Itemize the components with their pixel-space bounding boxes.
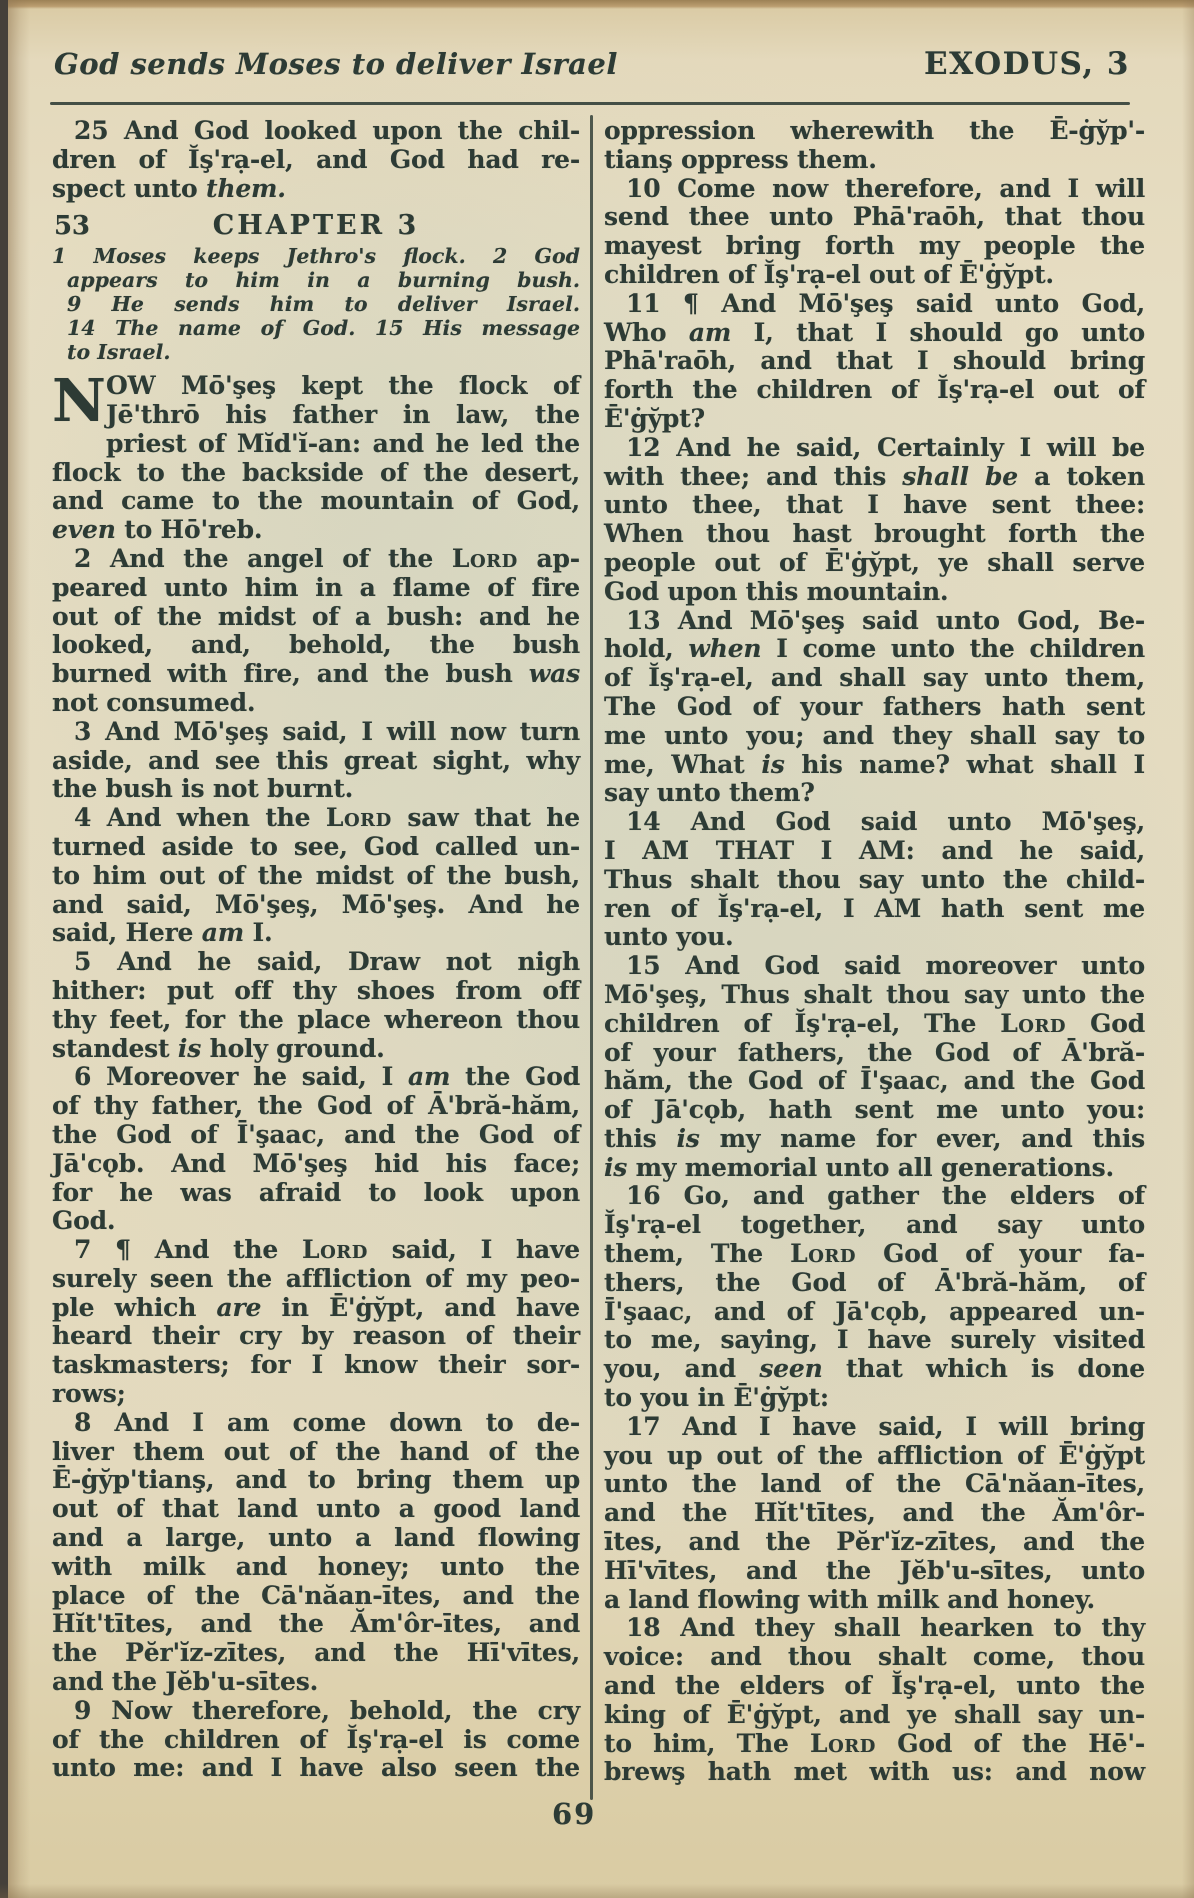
text-line: aside, and see this great sight, why <box>52 745 580 775</box>
verse-12 <box>604 434 1145 607</box>
binding-gutter-shadow <box>8 0 30 1898</box>
verse-25 <box>52 117 580 203</box>
text-line: 2 And the angel of the Lord ap- <box>74 543 580 573</box>
text-line: 9 He sends him to deliver Israel. <box>67 292 580 317</box>
text-line: When thou hast brought forth the <box>604 519 1145 549</box>
chapter-heading <box>52 212 580 241</box>
chapter-title: CHAPTER 3 <box>212 210 420 242</box>
verse-9-continuation <box>604 117 1145 175</box>
page-number: 69 <box>552 1797 597 1831</box>
small-caps-word: Lord <box>810 1728 876 1758</box>
verse-16 <box>604 1182 1145 1412</box>
text-line: for he was afraid to look upon <box>52 1177 580 1207</box>
text-line: 3 And Mō'şeş said, I will now turn <box>74 716 580 746</box>
text-line: 11 ¶ And Mō'şeş said unto God, <box>626 288 1145 318</box>
verse-2 <box>52 545 580 718</box>
text-line: hold, when I come unto the children <box>604 634 1145 664</box>
text-line: with thee; and this shall be a token <box>604 461 1145 491</box>
text-line: unto the land of the Cā'năan-ītes, <box>604 1469 1145 1499</box>
text-line: to him, The Lord God of the Hē'- <box>604 1728 1145 1758</box>
text-line: me unto you; and they shall say to <box>604 720 1145 750</box>
text-line: flock to the backside of the desert, <box>52 457 580 487</box>
page-right-edge <box>1182 0 1194 1898</box>
text-line: God upon this mountain. <box>604 576 949 606</box>
text-line: people out of Ē'ġy̆pt, ye shall serve <box>604 547 1145 577</box>
small-caps-word: Lord <box>451 543 518 573</box>
text-line: 6 Moreover he said, I am the God <box>74 1062 580 1092</box>
text-line: hăm, the God of Ī'şaac, and the God <box>604 1066 1145 1096</box>
text-line: you up out of the affliction of Ē'ġy̆pt <box>604 1440 1145 1470</box>
text-line: I AM THAT I AM: and he said, <box>604 835 1145 865</box>
text-line: ren of Ĭş'rạ-el, I AM hath sent me <box>604 893 1145 923</box>
text-line: Jā'cǫb. And Mō'şeş hid his face; <box>52 1148 580 1178</box>
text-line: turned aside to see, God called un- <box>52 831 580 861</box>
text-line: priest of Mĭd'ĭ-an: and he led the <box>106 428 580 458</box>
text-line: to you in Ē'ġy̆pt: <box>604 1383 829 1413</box>
text-line: say unto them? <box>604 778 815 808</box>
text-line: you, and seen that which is done <box>604 1354 1145 1384</box>
text-line: tianş oppress them. <box>604 144 877 174</box>
column-divider <box>590 115 593 1800</box>
text-line: forth the children of Ĭş'rạ-el out of <box>604 375 1145 405</box>
text-line: looked, and, behold, the bush <box>52 630 580 660</box>
text-line: ple which are in Ē'ġy̆pt, and have <box>52 1292 580 1322</box>
text-line: dren of Ĭş'rạ-el, and God had re- <box>52 144 580 174</box>
text-line: 18 And they shall hearken to thy <box>626 1613 1145 1643</box>
text-line: and the elders of Ĭş'rạ-el, unto the <box>604 1671 1145 1701</box>
header-rule <box>50 102 1130 105</box>
text-line: me, What is his name? what shall I <box>604 749 1145 779</box>
text-line: 7 ¶ And the Lord said, I have <box>74 1235 580 1265</box>
text-line: Thus shalt thou say unto the child- <box>604 864 1145 894</box>
text-line: send thee unto Phā'raōh, that thou <box>604 202 1145 232</box>
text-line: to Israel. <box>67 340 171 365</box>
page-top-edge <box>0 0 1194 9</box>
verse-18 <box>604 1614 1145 1787</box>
text-line: thy feet, for the place whereon thou <box>52 1004 580 1034</box>
verse-14 <box>604 808 1145 952</box>
text-line: liver them out of the hand of the <box>52 1436 580 1466</box>
text-line: 14 The name of God. 15 His message <box>67 316 580 341</box>
text-line: out of the midst of a bush: and he <box>52 601 580 631</box>
text-line: unto you. <box>604 922 734 952</box>
text-line: rows; <box>52 1379 126 1409</box>
text-line: thers, the God of Ā'bră-hăm, of <box>604 1267 1145 1297</box>
text-line: Who am I, that I should go unto <box>604 317 1145 347</box>
text-line: the Pĕr'ĭz-zītes, and the Hī'vītes, <box>52 1638 580 1668</box>
text-line: this is my name for ever, and this <box>604 1123 1145 1153</box>
text-line: Ē-ġy̆p'tianş, and to bring them up <box>52 1465 580 1495</box>
small-caps-word: Lord <box>1000 1008 1067 1038</box>
text-line: to him out of the midst of the bush, <box>52 860 580 890</box>
text-line: 16 Go, and gather the elders of <box>626 1181 1145 1211</box>
text-line: 4 And when the Lord saw that he <box>74 803 580 833</box>
text-line: 12 And he said, Certainly I will be <box>626 432 1145 462</box>
text-line: voice: and thou shalt come, thou <box>604 1642 1145 1672</box>
text-line: Mō'şeş, Thus shalt thou say unto the <box>604 979 1145 1009</box>
text-line: of thy father, the God of Ā'bră-hăm, <box>52 1091 580 1121</box>
text-line: to me, saying, I have surely visited <box>604 1325 1145 1355</box>
drop-cap-letter: N <box>52 366 106 436</box>
text-line: burned with fire, and the bush was <box>52 659 580 689</box>
verse-11 <box>604 290 1145 434</box>
text-line: a land flowing with milk and honey. <box>604 1584 1096 1614</box>
verse-17 <box>604 1413 1145 1615</box>
text-line: place of the Cā'năan-ītes, and the <box>52 1580 580 1610</box>
text-line: standest is holy ground. <box>52 1033 385 1063</box>
text-line: children of Ĭş'rạ-el out of Ē'ġy̆pt. <box>604 259 1054 289</box>
text-line: appears to him in a burning bush. <box>67 268 580 293</box>
verse-8 <box>52 1409 580 1697</box>
text-line: even to Hō'reb. <box>52 515 263 545</box>
text-line: Jē'thrō his father in law, the <box>106 399 580 429</box>
verse-15 <box>604 952 1145 1182</box>
chapter-sequence-number: 53 <box>54 211 90 242</box>
small-caps-word: Lord <box>325 803 392 833</box>
text-line: hither: put off thy shoes from off <box>52 975 580 1005</box>
chapter-3-summary <box>52 244 580 364</box>
text-line: 15 And God said moreover unto <box>626 951 1145 981</box>
text-line: and the Jĕb'u-sītes. <box>52 1667 319 1697</box>
text-line: The God of your fathers hath sent <box>604 691 1145 721</box>
text-line: 17 And I have said, I will bring <box>626 1411 1145 1441</box>
verse-4 <box>52 804 580 948</box>
verse-5 <box>52 948 580 1063</box>
text-line: out of that land unto a good land <box>52 1494 580 1524</box>
running-header <box>54 46 1130 82</box>
text-line: of Jā'cǫb, hath sent me unto you: <box>604 1095 1145 1125</box>
text-line: the God of Ī'şaac, and the God of <box>52 1119 580 1149</box>
text-line: and the Hĭt'tītes, and the Ăm'ôr- <box>604 1498 1145 1528</box>
verse-13 <box>604 607 1145 809</box>
text-line: and came to the mountain of God, <box>52 486 580 516</box>
text-line: Ē'ġy̆pt? <box>604 403 705 433</box>
text-line: not consumed. <box>52 687 256 717</box>
text-line: Ī'şaac, and of Jā'cǫb, appeared un- <box>604 1296 1145 1326</box>
small-caps-word: Lord <box>790 1239 856 1269</box>
book-chapter-reference: EXODUS, 3 <box>924 46 1130 82</box>
verse-9 <box>52 1697 580 1783</box>
binding-spine-edge <box>0 0 8 1898</box>
text-line: unto thee, that I have sent thee: <box>604 490 1145 520</box>
text-line: and a large, unto a land flowing <box>52 1523 580 1553</box>
verse-7 <box>52 1236 580 1409</box>
verse-10 <box>604 175 1145 290</box>
verse-3 <box>52 718 580 804</box>
text-line: of your fathers, the God of Ā'bră- <box>604 1037 1145 1067</box>
left-column <box>52 117 580 1783</box>
text-line: OW Mō'şeş kept the flock of <box>106 371 580 401</box>
text-line: mayest bring forth my people the <box>604 231 1145 261</box>
text-line: ītes, and the Pĕr'ĭz-zītes, and the <box>604 1527 1145 1557</box>
text-line: 9 Now therefore, behold, the cry <box>74 1695 580 1725</box>
text-line: Phā'raōh, and that I should bring <box>604 346 1145 376</box>
verse-1 <box>52 366 580 545</box>
text-line: unto me: and I have also seen the <box>52 1753 580 1783</box>
text-line: them, The Lord God of your fa- <box>604 1239 1145 1269</box>
text-line: of the children of Ĭş'rạ-el is come <box>52 1724 580 1754</box>
text-line: with milk and honey; unto the <box>52 1551 580 1581</box>
text-line: taskmasters; for I know their sor- <box>52 1350 580 1380</box>
text-line: God. <box>52 1206 116 1236</box>
text-line: 5 And he said, Draw not nigh <box>74 947 580 977</box>
small-caps-word: Lord <box>302 1235 368 1265</box>
page-bottom-edge <box>0 1884 1194 1898</box>
running-title: God sends Moses to deliver Israel <box>54 47 618 81</box>
text-line: king of Ē'ġy̆pt, and ye shall say un- <box>604 1699 1145 1729</box>
text-line: Hĭt'tītes, and the Ăm'ôr-ītes, and <box>52 1609 580 1639</box>
text-line: oppression wherewith the Ē-ġy̆p'- <box>604 116 1145 145</box>
text-line: 1 Moses keeps Jethro's flock. 2 God <box>52 244 580 269</box>
text-line: spect unto them. <box>52 173 286 203</box>
text-line: 10 Come now therefore, and I will <box>626 173 1145 203</box>
right-column <box>604 117 1145 1787</box>
text-line: of Ĭş'rạ-el, and shall say unto them, <box>604 663 1145 693</box>
text-line: is my memorial unto all generations. <box>604 1152 1114 1182</box>
text-line: surely seen the affliction of my peo- <box>52 1263 580 1293</box>
text-line: the bush is not burnt. <box>52 774 354 804</box>
text-line: peared unto him in a flame of fire <box>52 572 580 602</box>
text-line: 13 And Mō'şeş said unto God, Be- <box>626 605 1145 635</box>
text-line: and said, Mō'şeş, Mō'şeş. And he <box>52 889 580 919</box>
text-line: Ĭş'rạ-el together, and say unto <box>604 1210 1145 1240</box>
text-line: 14 And God said unto Mō'şeş, <box>626 807 1145 837</box>
text-line: brewş hath met with us: and now <box>604 1757 1145 1787</box>
verse-6 <box>52 1063 580 1236</box>
text-line: said, Here am I. <box>52 918 273 948</box>
text-line: children of Ĭş'rạ-el, The Lord God <box>604 1008 1145 1038</box>
text-line: Hī'vītes, and the Jĕb'u-sītes, unto <box>604 1555 1145 1585</box>
text-line: heard their cry by reason of their <box>52 1321 580 1351</box>
text-line: 8 And I am come down to de- <box>74 1407 580 1437</box>
text-line: 25 And God looked upon the chil- <box>74 116 580 145</box>
